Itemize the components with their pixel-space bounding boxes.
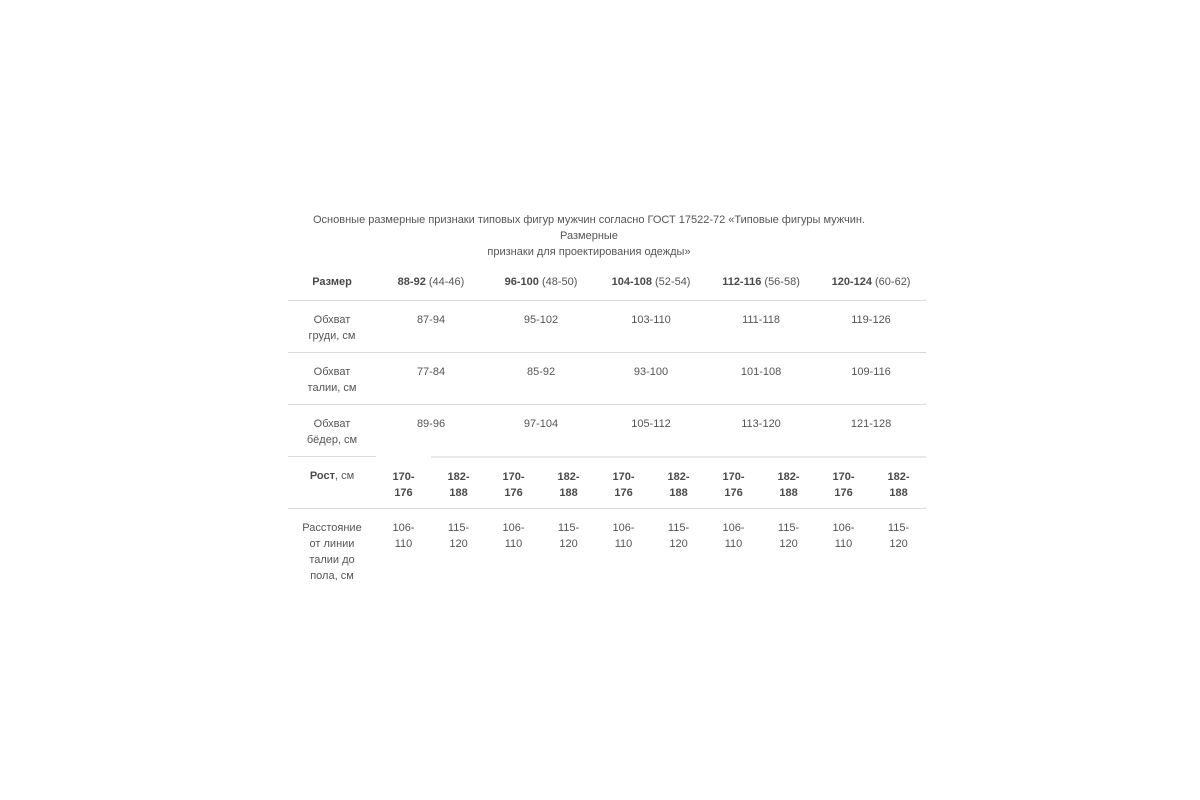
row-label — [288, 457, 376, 509]
table-cell — [376, 509, 431, 585]
cell-line: 106- — [612, 522, 635, 534]
cell-line: 176 — [834, 486, 853, 499]
table-row-waist-to-floor — [288, 509, 926, 585]
table-cell: 101-108 — [740, 366, 782, 378]
cell-line: 170- — [392, 470, 415, 483]
size-number: 120-124 — [831, 276, 872, 288]
size-number: 88-92 — [397, 276, 426, 288]
cell-line: 110 — [834, 538, 853, 550]
table-header-row — [288, 264, 926, 301]
table-cell: 121-128 — [850, 418, 892, 430]
row-label — [288, 301, 376, 353]
table-cell — [431, 509, 486, 585]
size-equivalent: (44-46) — [425, 276, 465, 288]
row-label-line: бёдер, см — [306, 434, 358, 446]
cell-line: 182- — [887, 470, 910, 483]
cell-line: 170- — [502, 470, 525, 483]
row-label-line: Расстояние — [302, 522, 362, 534]
table-cell — [431, 457, 486, 509]
cell-line: 188 — [669, 486, 688, 499]
row-label-line: от линии — [309, 538, 355, 550]
cell-line: 120 — [889, 538, 908, 550]
header-size-cell — [596, 264, 706, 301]
table-row-hips — [288, 405, 926, 457]
cell-line: 182- — [447, 470, 470, 483]
table-cell — [596, 509, 651, 585]
cell-line: 176 — [394, 486, 413, 499]
header-size-cell — [376, 264, 486, 301]
row-label-line: Обхват — [313, 366, 351, 378]
table-cell: 93-100 — [633, 366, 669, 378]
caption-line-2: признаки для проектирования одежды» — [487, 246, 691, 258]
row-label — [288, 353, 376, 405]
row-label-line: Обхват — [313, 314, 351, 326]
cell-line: 170- — [832, 470, 855, 483]
header-size-cell — [706, 264, 816, 301]
table-cell — [816, 509, 871, 585]
row-label — [288, 405, 376, 457]
cell-line: 176 — [724, 486, 743, 499]
cell-line: 110 — [724, 538, 743, 550]
table-cell: 77-84 — [416, 366, 446, 378]
size-equivalent: (52-54) — [651, 276, 691, 288]
row-label-bold: Рост — [309, 470, 335, 482]
cell-line: 115- — [557, 522, 580, 534]
table-row-waist — [288, 353, 926, 405]
row-label-line: Обхват — [313, 418, 351, 430]
size-number: 104-108 — [611, 276, 652, 288]
cell-line: 106- — [502, 522, 525, 534]
table-cell: 89-96 — [416, 418, 446, 430]
row-label — [288, 509, 376, 585]
cell-line: 188 — [889, 486, 908, 499]
cell-line: 188 — [559, 486, 578, 499]
header-size-cell — [486, 264, 596, 301]
size-equivalent: (56-58) — [761, 276, 800, 288]
header-label: Размер — [312, 276, 352, 288]
row-label-line: груди, см — [308, 330, 356, 342]
table-cell — [486, 509, 541, 585]
table-cell — [871, 509, 926, 585]
table-cell — [541, 509, 596, 585]
table-cell: 103-110 — [631, 314, 671, 326]
cell-line: 106- — [832, 522, 855, 534]
table-cell — [761, 457, 816, 509]
table-cell — [761, 509, 816, 585]
table-cell: 113-120 — [741, 418, 781, 430]
table-cell — [706, 457, 761, 509]
caption-line-1: Основные размерные признаки типовых фигур мужчин согласно ГОСТ 17522-72 «Типовые фигуры мужчин. Размерные — [313, 214, 865, 242]
table-cell — [376, 457, 431, 509]
table-cell — [816, 457, 871, 509]
cell-line: 115- — [887, 522, 910, 534]
table-cell: 119-126 — [851, 314, 891, 326]
table-cell: 111-118 — [742, 314, 780, 326]
cell-line: 182- — [557, 470, 580, 483]
table-cell — [486, 457, 541, 509]
table-row-height — [288, 457, 926, 509]
row-label-line: пола, см — [310, 570, 354, 582]
cell-line: 170- — [612, 470, 635, 483]
header-size-cell — [816, 264, 926, 301]
header-label-cell — [288, 264, 376, 301]
cell-line: 120 — [669, 538, 688, 550]
table-cell: 87-94 — [416, 314, 446, 326]
table-cell — [541, 457, 596, 509]
table-cell: 109-116 — [851, 366, 891, 378]
cell-line: 106- — [392, 522, 415, 534]
size-number: 96-100 — [504, 276, 539, 288]
table-caption — [288, 212, 890, 260]
table-cell — [706, 509, 761, 585]
cell-line: 182- — [777, 470, 800, 483]
row-label-unit: , см — [334, 470, 355, 482]
size-table — [288, 264, 926, 584]
cell-line: 110 — [394, 538, 413, 550]
cell-line: 106- — [722, 522, 745, 534]
cell-line: 120 — [559, 538, 578, 550]
row-label-line: талии, см — [307, 382, 357, 394]
cell-line: 120 — [779, 538, 798, 550]
cell-line: 120 — [449, 538, 468, 550]
row-label-line: талии до — [309, 554, 355, 566]
table-row-chest — [288, 301, 926, 353]
cell-line: 182- — [667, 470, 690, 483]
cell-line: 188 — [449, 486, 468, 499]
cell-line: 115- — [777, 522, 800, 534]
table-cell: 97-104 — [523, 418, 559, 430]
size-number: 112-116 — [722, 276, 762, 288]
cell-line: 176 — [504, 486, 523, 499]
cell-line: 110 — [614, 538, 633, 550]
table-cell: 85-92 — [526, 366, 556, 378]
table-cell — [651, 457, 706, 509]
table-cell — [651, 509, 706, 585]
cell-line: 188 — [779, 486, 798, 499]
table-cell: 105-112 — [631, 418, 671, 430]
cell-line: 170- — [722, 470, 745, 483]
size-equivalent: (48-50) — [538, 276, 578, 288]
size-equivalent: (60-62) — [871, 276, 911, 288]
cell-line: 115- — [667, 522, 690, 534]
cell-line: 115- — [447, 522, 470, 534]
table-cell — [871, 457, 926, 509]
cell-line: 176 — [614, 486, 633, 499]
table-cell — [596, 457, 651, 509]
cell-line: 110 — [504, 538, 523, 550]
table-cell: 95-102 — [523, 314, 559, 326]
